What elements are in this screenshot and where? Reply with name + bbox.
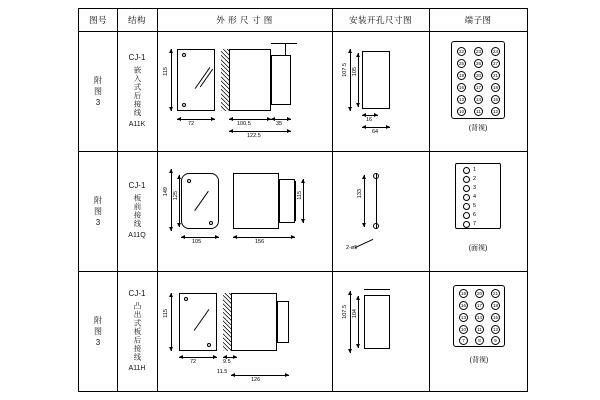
terminal-pin: 20: [476, 291, 482, 296]
dim-11-5-3: 11.5: [217, 369, 228, 375]
terminal-pin: 11: [474, 107, 483, 116]
dim-line-104-3: [358, 296, 359, 348]
dim-9-5-3: 9.5: [223, 359, 231, 365]
structure-text-2: 板前接线: [133, 194, 142, 228]
dim-line-156-2: [233, 237, 295, 238]
mounting-drawing-2: [332, 151, 429, 271]
screw-hole-1a: [182, 53, 186, 57]
tuhao-char-2c: 3: [95, 217, 101, 227]
dim-line-35-1: [271, 119, 291, 120]
terminal-pin: 12: [492, 327, 498, 332]
dim-line-149-2: [171, 169, 172, 231]
tuhao-char-3a: 附: [94, 316, 102, 325]
mounting-hole-2b: [373, 223, 379, 229]
terminal-pin: 19: [458, 73, 464, 78]
terminal-pin: 16: [458, 85, 464, 90]
series-code-2: CJ-1: [128, 181, 146, 190]
screw-hole-3a: [184, 297, 188, 301]
tuhao-char-2b: 图: [94, 206, 102, 216]
dim-156-2: 156: [255, 239, 265, 245]
dim-115-2: 115: [297, 191, 303, 200]
terminal-pin: 15: [492, 315, 498, 320]
front-view-body-1: [177, 49, 215, 111]
dim-line-1075-1: [350, 49, 351, 111]
dim-line-72-3: [179, 357, 217, 358]
dim-line-115-3: [171, 293, 172, 351]
panel-hatch-3: [223, 293, 231, 351]
dim-105-2: 105: [192, 239, 202, 245]
panel-hatch-1: [221, 49, 229, 111]
side-lead-v-1: [285, 43, 286, 55]
dim-100-5-1: 100.5: [237, 121, 251, 127]
tuhao-char-2a: 附: [94, 195, 102, 205]
terminal-pin: 21: [492, 291, 498, 296]
model-code-2: A11Q: [128, 232, 146, 239]
outline-drawing-2: [157, 151, 332, 271]
dim-107-5-3: 107.5: [342, 305, 348, 319]
side-tail-2: [295, 181, 296, 221]
dim-line-72-1: [177, 119, 215, 120]
terminal-pin: 16: [460, 303, 466, 308]
terminal-caption-2: (面视): [468, 245, 488, 252]
dim-104-3: 104: [352, 309, 358, 319]
mounting-axis-2: [376, 173, 377, 229]
terminal-pin: 10: [458, 109, 464, 114]
dim-125-2: 125: [173, 191, 179, 201]
dim-126-3: 126: [251, 377, 261, 383]
tuhao-char-1b: 图: [94, 86, 102, 96]
model-code-3: A11H: [128, 365, 146, 373]
terminal-pin: 14: [475, 97, 481, 102]
terminal-pin: 18: [492, 303, 498, 308]
outline-drawing-3: [157, 271, 332, 392]
terminal-pin: 18: [492, 85, 498, 90]
dim-line-115-1: [171, 49, 172, 111]
dim-107-5-1: 107.5: [342, 63, 348, 77]
row-1-structure-cell: [117, 31, 157, 151]
screw-hole-2a: [187, 179, 191, 183]
dim-line-1225-1: [229, 131, 291, 132]
screw-hole-2b: [209, 221, 213, 225]
header-mounting: 安装开孔尺寸图: [348, 15, 412, 25]
structure-label-1: [117, 31, 157, 151]
header-tuhao: 图号: [88, 15, 107, 25]
dim-2-o5-2: 2-ø5: [346, 245, 358, 251]
outline-drawing-1: [157, 31, 332, 151]
dim-line-105-2: [181, 237, 219, 238]
dim-115-3: 115: [163, 309, 169, 318]
terminal-pin: [463, 212, 470, 219]
terminal-pin: 19: [460, 291, 466, 296]
leader-line-2: [355, 239, 374, 248]
tuhao-label-3: [79, 271, 117, 392]
dim-line-133-2: [364, 175, 365, 227]
side-view-body-2: [233, 173, 279, 229]
terminal-pin: 26: [475, 61, 481, 66]
side-edge-1: [229, 49, 230, 111]
terminal-pin-label: 4: [473, 194, 477, 200]
side-view-cover-2: [279, 179, 295, 223]
terminal-pin: 22: [458, 49, 464, 54]
terminal-pin: 17: [476, 303, 482, 308]
terminal-pin: [463, 176, 470, 183]
terminal-pin-label: 2: [473, 176, 477, 182]
terminal-pin: [463, 194, 470, 201]
terminal-pin: 15: [492, 97, 498, 102]
tuhao-label-1: [79, 31, 117, 151]
terminal-pin: 11: [475, 325, 484, 334]
terminal-pin: 9: [491, 336, 500, 345]
terminal-pin-label: 7: [473, 221, 477, 227]
mounting-drawing-1: [332, 31, 429, 151]
terminal-pin: [463, 221, 470, 228]
dim-115-1: 115: [163, 67, 169, 76]
terminal-pin: 27: [492, 61, 498, 66]
screw-hole-3b: [207, 343, 211, 347]
tuhao-char-3b: 图: [94, 327, 102, 336]
terminal-body-2: [455, 163, 501, 229]
terminal-pin: 13: [460, 315, 466, 320]
dim-16-1: 16: [366, 117, 373, 123]
header-outline: 外 形 尺 寸 图: [216, 15, 273, 25]
dim-133-2: 133: [357, 189, 363, 199]
mounting-top-lead-3: [364, 289, 390, 290]
row-3-tuhao-cell: [79, 271, 117, 392]
terminal-pin: [463, 203, 470, 210]
header-terminal: 端子图: [464, 15, 492, 25]
terminal-pin: 20: [475, 73, 481, 78]
dim-122-5-1: 122.5: [247, 133, 261, 139]
dim-line-1005-1: [229, 119, 271, 120]
dim-35-1: 35: [276, 121, 283, 127]
terminal-drawing-1: [429, 31, 527, 151]
tuhao-char-1c: 3: [95, 97, 101, 107]
terminal-pin: 12: [492, 109, 498, 114]
terminal-caption-3: (背视): [469, 357, 489, 364]
row-3-structure-cell: [117, 271, 157, 392]
dim-149-2: 149: [163, 187, 169, 197]
structure-label-3: [117, 271, 157, 392]
terminal-pin: [463, 167, 470, 174]
mounting-drawing-3: [332, 271, 429, 392]
tuhao-char-3c: 3: [95, 338, 101, 347]
terminal-pin: 14: [476, 315, 482, 320]
mounting-hole-2a: [373, 173, 379, 179]
structure-label-2: [117, 151, 157, 271]
dim-72-1: 72: [188, 121, 195, 127]
terminal-pin: 21: [492, 73, 498, 78]
screw-hole-1b: [182, 103, 186, 107]
terminal-caption-1: (背视): [468, 125, 488, 132]
drawing-sheet: [78, 8, 528, 392]
terminal-pin-label: 1: [473, 167, 477, 173]
dim-line-64-1: [362, 127, 390, 128]
terminal-pin-label: 6: [473, 212, 477, 218]
terminal-pin: 7: [459, 336, 468, 345]
dim-line-1075-3: [350, 291, 351, 353]
terminal-drawing-2: [429, 151, 527, 271]
series-code-3: CJ-1: [128, 288, 146, 298]
dim-line-95-3: [223, 357, 237, 358]
terminal-pin: [463, 185, 470, 192]
terminal-pin: 8: [475, 336, 484, 345]
dim-64-1: 64: [372, 129, 379, 135]
tuhao-label-2: [79, 151, 117, 271]
row-2-structure-cell: [117, 151, 157, 271]
dim-line-105-1: [358, 53, 359, 107]
side-view-cover-1: [271, 55, 291, 105]
structure-text-3: 凸出式板后接线: [133, 301, 142, 362]
dim-line-125-2: [179, 175, 180, 227]
mounting-cutout-1: [362, 51, 390, 109]
dim-105-1: 105: [352, 67, 358, 77]
model-code-1: A11K: [128, 120, 146, 128]
mounting-cutout-3: [364, 295, 390, 349]
side-view-body-1: [229, 49, 271, 111]
side-top-lead-1: [271, 43, 297, 44]
terminal-pin-label: 5: [473, 203, 477, 209]
terminal-pin: 23: [475, 49, 481, 54]
structure-text-1: 嵌入式后接线: [133, 65, 142, 117]
terminal-pin: 25: [458, 61, 464, 66]
terminal-pin: 17: [475, 85, 481, 90]
dim-72-3: 72: [190, 359, 197, 365]
row-2-tuhao-cell: [79, 151, 117, 271]
terminal-pin-label: 3: [473, 185, 477, 191]
terminal-pin: 24: [492, 49, 498, 54]
series-code-1: CJ-1: [128, 52, 146, 62]
tuhao-char-1a: 附: [94, 75, 102, 85]
terminal-pin: 10: [460, 327, 466, 332]
terminal-drawing-3: [429, 271, 527, 392]
row-1-tuhao-cell: [79, 31, 117, 151]
dim-line-115-2: [303, 179, 304, 223]
side-view-body-3: [231, 293, 277, 351]
side-view-cover-3: [277, 301, 289, 343]
dim-line-16-1: [362, 115, 378, 116]
dim-line-126-3: [231, 375, 289, 376]
terminal-pin: 13: [458, 97, 464, 102]
header-structure: 结构: [127, 15, 146, 25]
